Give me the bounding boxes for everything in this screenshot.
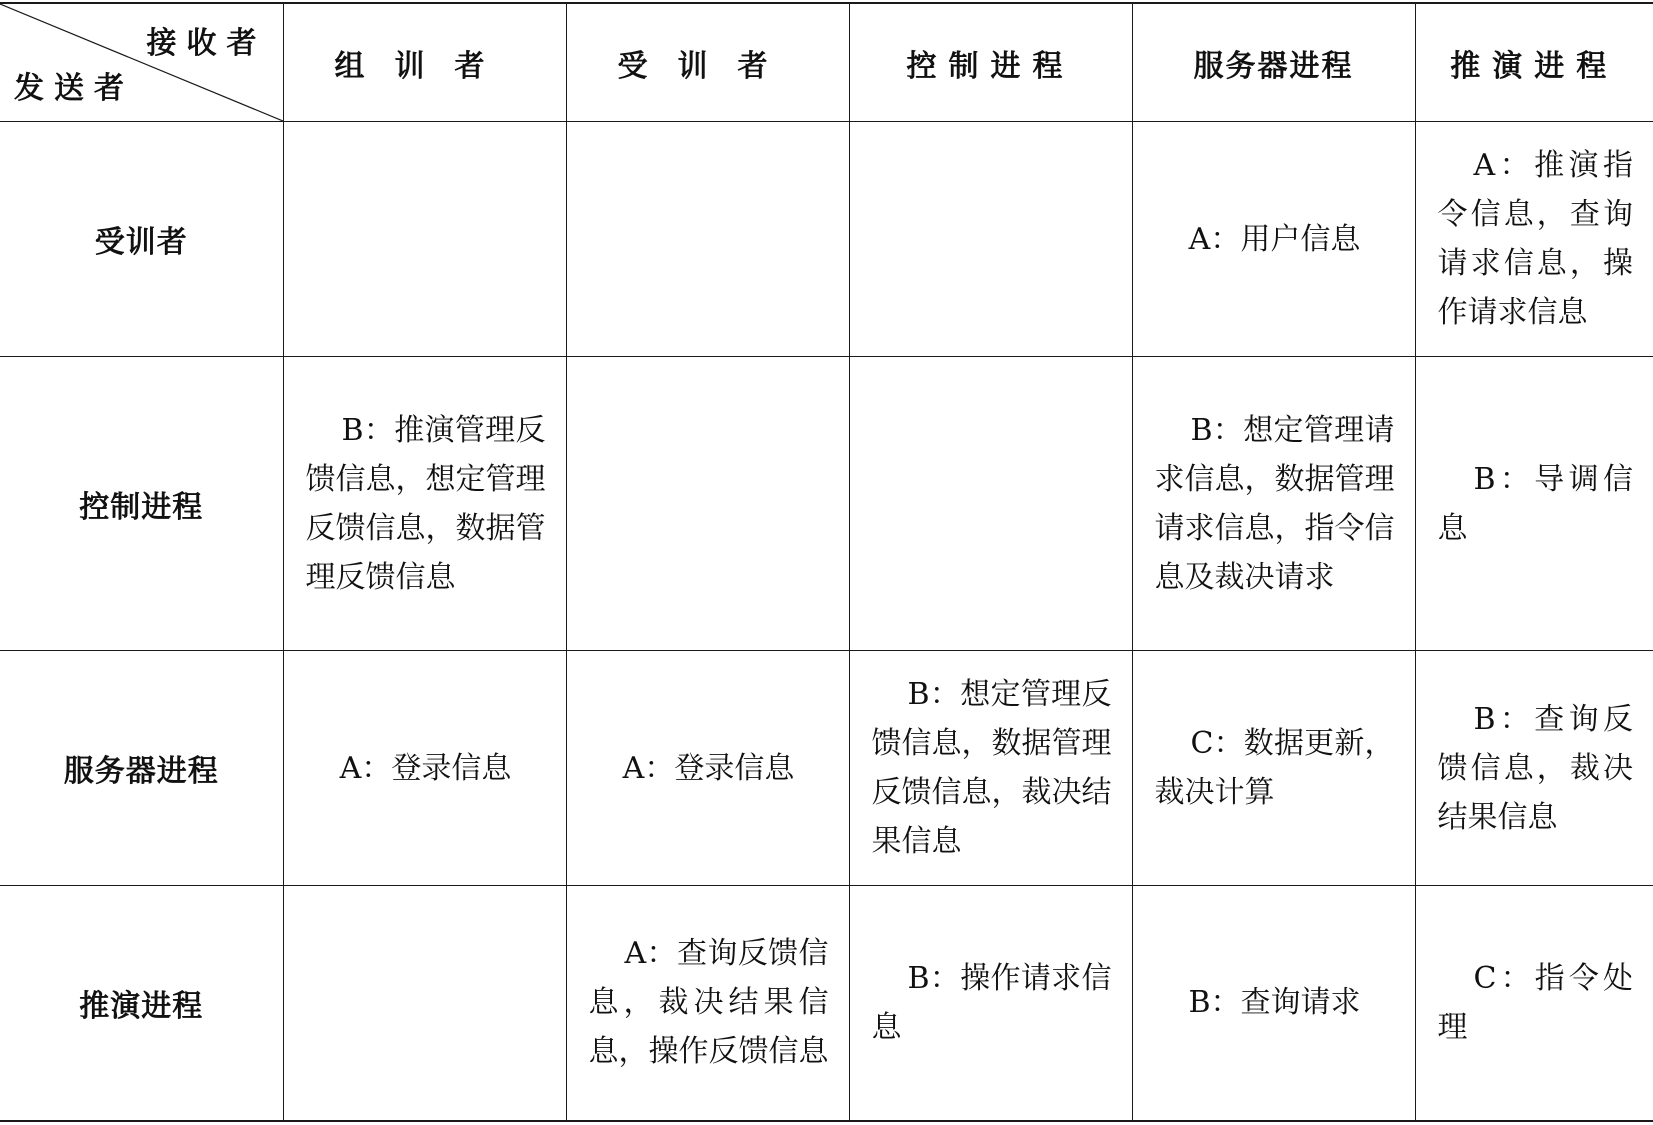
table-cell: B：推演管理反馈信息，想定管理反馈信息，数据管理反馈信息	[283, 357, 566, 651]
table-cell: B：导调信息	[1415, 357, 1653, 651]
table-cell: B：想定管理请求信息，数据管理请求信息，指令信息及裁决请求	[1132, 357, 1415, 651]
column-header-server-process: 服务器进程	[1132, 3, 1415, 122]
table-cell: B：查询反馈信息，裁决结果信息	[1415, 651, 1653, 886]
row-header: 受训者	[0, 122, 283, 357]
table-cell: A：推演指令信息，查询请求信息，操作请求信息	[1415, 122, 1653, 357]
table-cell: B：操作请求信息	[849, 886, 1132, 1121]
table-cell: A：用户信息	[1132, 122, 1415, 357]
column-header-control-process: 控制进程	[849, 3, 1132, 122]
table-cell: C：数据更新，裁决计算	[1132, 651, 1415, 886]
sender-label: 发送者	[14, 71, 134, 106]
table-cell: A：登录信息	[283, 651, 566, 886]
row-header: 控制进程	[0, 357, 283, 651]
table-row-server-process	[0, 651, 1653, 886]
table-cell: C：指令处理	[1415, 886, 1653, 1121]
table-cell: A：登录信息	[566, 651, 849, 886]
table-cell	[849, 122, 1132, 357]
column-header-trainee: 受训者	[566, 3, 849, 122]
table-row-simulation-process	[0, 886, 1653, 1121]
table-cell	[849, 357, 1132, 651]
table-row-trainee	[0, 122, 1653, 357]
table-cell	[283, 122, 566, 357]
row-header: 推演进程	[0, 886, 283, 1121]
corner-cell	[0, 3, 283, 122]
column-header-simulation-process: 推演进程	[1415, 3, 1653, 122]
table-cell	[566, 122, 849, 357]
column-header-trainer: 组训者	[283, 3, 566, 122]
table-row-control-process	[0, 357, 1653, 651]
receiver-label: 接收者	[146, 26, 267, 61]
row-header: 服务器进程	[0, 651, 283, 886]
table-cell: B：查询请求	[1132, 886, 1415, 1121]
message-matrix-table	[0, 2, 1653, 1122]
header-row	[0, 3, 1653, 122]
table-cell: B：想定管理反馈信息，数据管理反馈信息，裁决结果信息	[849, 651, 1132, 886]
table-cell: A：查询反馈信息，裁决结果信息，操作反馈信息	[566, 886, 849, 1121]
table-cell	[566, 357, 849, 651]
table-cell	[283, 886, 566, 1121]
